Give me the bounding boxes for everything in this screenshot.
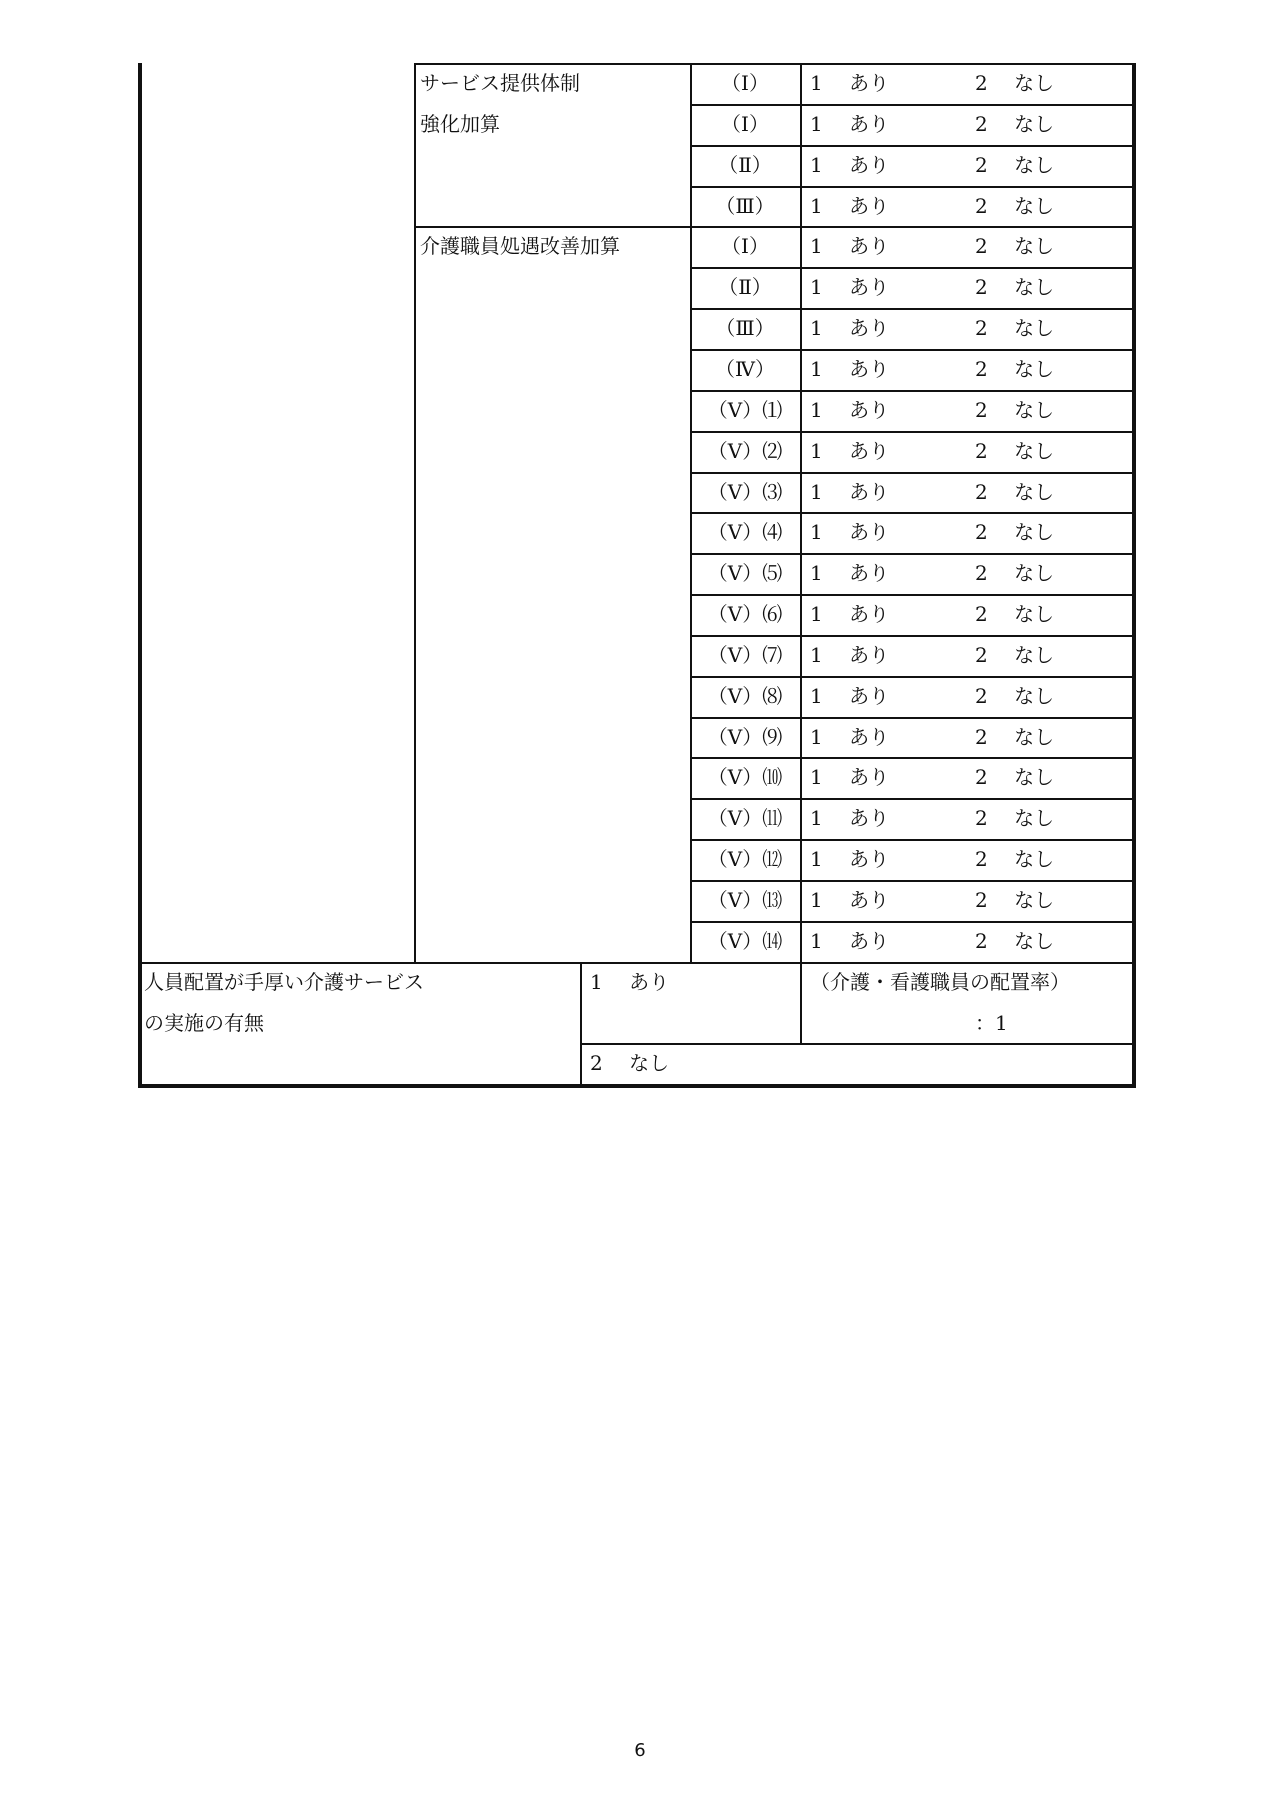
staffing-yes: 1 あり: [590, 969, 670, 994]
service-block-label: サービス提供体制: [420, 71, 580, 95]
option-column-line: [800, 63, 802, 1043]
option-no: 2 なし: [975, 275, 1055, 300]
option-yes: 1 あり: [810, 316, 890, 341]
level-cell: （Ⅴ）⑽: [707, 765, 783, 790]
option-no: 2 なし: [975, 479, 1055, 504]
staffing-ratio-label: （介護・看護職員の配置率）: [810, 969, 1070, 994]
option-no: 2 なし: [975, 928, 1055, 953]
option-yes: 1 あり: [810, 602, 890, 627]
option-no: 2 なし: [975, 438, 1055, 463]
option-no: 2 なし: [975, 316, 1055, 341]
level-cell: （Ⅰ）: [721, 111, 769, 136]
option-no: 2 なし: [975, 847, 1055, 872]
level-cell: （Ⅴ）⒁: [707, 928, 783, 953]
option-no: 2 なし: [975, 602, 1055, 627]
level-cell: （Ⅴ）⑼: [707, 724, 783, 749]
option-yes: 1 あり: [810, 275, 890, 300]
staffing-no: 2 なし: [590, 1051, 670, 1076]
level-cell: （Ⅴ）⑷: [707, 520, 783, 545]
option-yes: 1 あり: [810, 234, 890, 259]
level-cell: （Ⅴ）⑺: [707, 642, 783, 667]
option-no: 2 なし: [975, 152, 1055, 177]
option-no: 2 なし: [975, 234, 1055, 259]
label-column-line: [414, 63, 416, 962]
level-cell: （Ⅴ）⑹: [707, 602, 783, 627]
option-no: 2 なし: [975, 888, 1055, 912]
option-yes: 1 あり: [810, 356, 890, 381]
level-cell: （Ⅳ）: [715, 356, 775, 381]
staffing-label: 人員配置が手厚い介護サービス: [144, 969, 424, 994]
option-yes: 1 あり: [810, 397, 890, 422]
level-cell: （Ⅴ）⑵: [707, 438, 783, 463]
option-yes: 1 あり: [810, 888, 890, 912]
level-cell: （Ⅱ）: [718, 152, 772, 177]
option-yes: 1 あり: [810, 438, 890, 463]
option-no: 2 なし: [975, 111, 1055, 136]
option-yes: 1 あり: [810, 683, 890, 708]
option-yes: 1 あり: [810, 561, 890, 586]
level-cell: （Ⅴ）⑾: [707, 806, 783, 831]
level-cell: （Ⅴ）⒀: [707, 888, 783, 912]
staffing-label: の実施の有無: [144, 1010, 264, 1035]
page-number: 6: [634, 1740, 646, 1761]
level-cell: （Ⅲ）: [715, 193, 775, 218]
option-no: 2 なし: [975, 806, 1055, 831]
option-no: 2 なし: [975, 561, 1055, 586]
option-yes: 1 あり: [810, 765, 890, 790]
outer-left-border: [138, 63, 142, 1088]
option-no: 2 なし: [975, 683, 1055, 708]
option-no: 2 なし: [975, 765, 1055, 790]
option-yes: 1 あり: [810, 71, 890, 95]
option-yes: 1 あり: [810, 479, 890, 504]
level-cell: （Ⅴ）⑿: [707, 847, 783, 872]
option-yes: 1 あり: [810, 928, 890, 953]
staffing-column-line: [580, 962, 582, 1084]
option-yes: 1 あり: [810, 724, 890, 749]
level-cell: （Ⅴ）⑸: [707, 561, 783, 586]
table-bottom-line: [138, 1084, 1136, 1088]
care-block-label: 介護職員処遇改善加算: [420, 234, 620, 259]
level-cell: （Ⅱ）: [718, 275, 772, 300]
option-no: 2 なし: [975, 71, 1055, 95]
option-no: 2 なし: [975, 642, 1055, 667]
option-no: 2 なし: [975, 193, 1055, 218]
option-no: 2 なし: [975, 724, 1055, 749]
service-block-label: 強化加算: [420, 111, 500, 136]
level-cell: （Ⅴ）⑻: [707, 683, 783, 708]
option-no: 2 なし: [975, 356, 1055, 381]
level-cell: （Ⅴ）⑴: [707, 397, 783, 422]
option-no: 2 なし: [975, 520, 1055, 545]
option-yes: 1 あり: [810, 193, 890, 218]
option-yes: 1 あり: [810, 111, 890, 136]
option-yes: 1 あり: [810, 642, 890, 667]
option-yes: 1 あり: [810, 806, 890, 831]
staffing-ratio-value: ：1: [975, 1010, 1008, 1035]
option-yes: 1 あり: [810, 520, 890, 545]
option-yes: 1 あり: [810, 847, 890, 872]
outer-right-border: [1132, 63, 1136, 1088]
level-cell: （Ⅴ）⑶: [707, 479, 783, 504]
level-cell: （Ⅰ）: [721, 234, 769, 259]
option-no: 2 なし: [975, 397, 1055, 422]
option-yes: 1 あり: [810, 152, 890, 177]
level-cell: （Ⅰ）: [721, 71, 769, 95]
level-cell: （Ⅲ）: [715, 316, 775, 341]
